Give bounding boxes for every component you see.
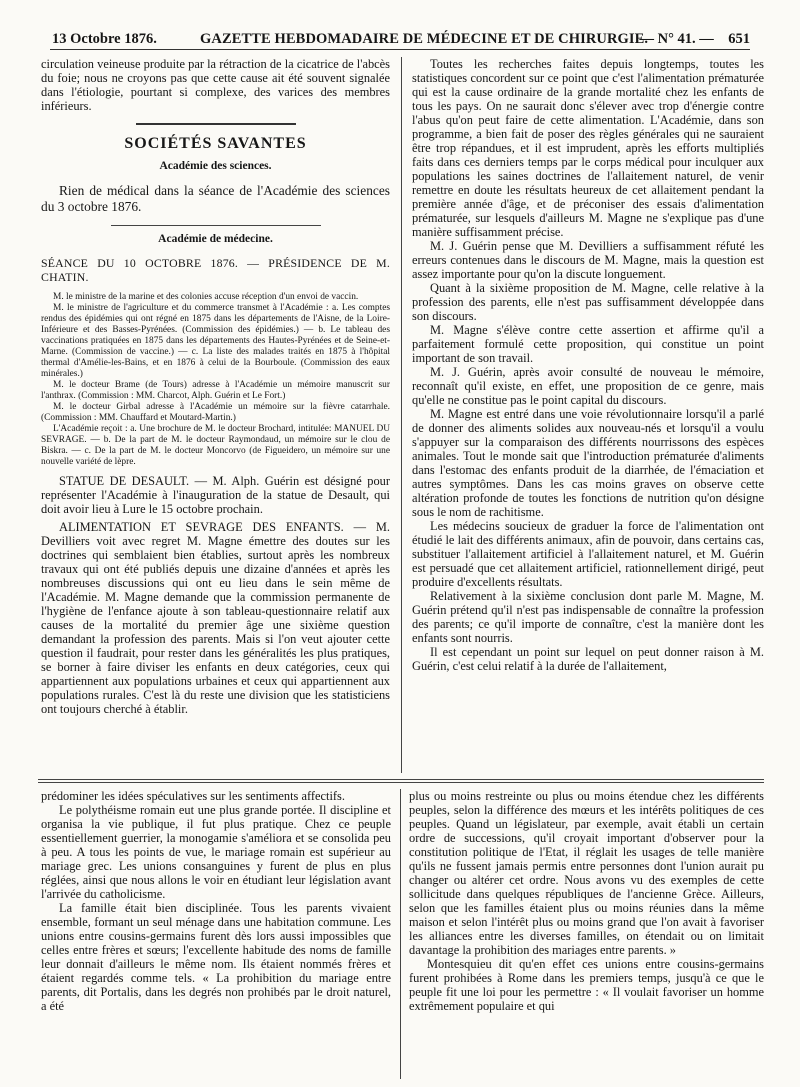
column-rule: [401, 57, 402, 773]
journal-title: GAZETTE HEBDOMADAIRE DE MÉDECINE ET DE CHIRURGIE.: [200, 31, 649, 47]
statue-paragraph: STATUE DE DESAULT. — M. Alph. Guérin est désigné pour représenter l'Académie à l'inauguration de la statue de Desault, qui doit avoir lieu à Lure le 15 octobre prochain.: [41, 474, 390, 516]
paragraph: prédominer les idées spéculatives sur les sentiments affectifs.: [41, 789, 345, 803]
paragraph: plus ou moins restreinte ou plus ou moins étendue chez les différents peuples, selon la différence des mœurs et les intérêts politiques de ces peuples. Quand un législateur, par exemple, avait établi un certain ordre de successions, qu'il croyait important d'observer pour la constitution politique de l'Etat, il réglait les usages de telle manière qu'ils ne fussent jamais permis entre personnes dont l'union aurait pu changer ou altérer cet ordre. Nous avons vu des exemples de cette sollicitude dans quelques républiques de l'ancienne Grèce. Ailleurs, selon que les familles étaient plus ou moins réunies dans la même maison et selon l'intérêt plus ou moins grand que l'on avait à favoriser les alliances entre les diverses familles, on étendait ou on limitait davantage la prohibition des mariages entre parents. »: [409, 789, 764, 957]
paragraph: Les médecins soucieux de graduer la force de l'alimentation ont étudié le lait des différents animaux, afin de pouvoir, dans certains cas, substituer l'allaitement artificiel à l'allaitement naturel, et M. Guérin est persuadé que cet allaitement artificiel, rationnellement dirigé, peut produire d'excellents résultats.: [412, 519, 764, 589]
page-header: [50, 29, 750, 50]
column-bottom-left: [41, 789, 391, 1079]
paragraph: Le polythéisme romain eut une plus grande portée. Il discipline et organisa la vie publique, il fut plus pratique. Chez ce peuple essentiellement guerrier, la monogamie s'améliora et se consolida peu à peu. A tous les points de vue, le mariage romain est supérieur au mariage grec. Les unions consanguines y furent de plus en plus réglées, ainsi que nous allons le voir en étudiant leur législation avant l'arrivée du catholicisme.: [41, 803, 391, 901]
seance-line: SÉANCE DU 10 OCTOBRE 1876. — PRÉSIDENCE DE M. CHATIN.: [41, 256, 390, 284]
section-title: SOCIÉTÉS SAVANTES: [124, 135, 307, 152]
issue-number: — N° 41. —: [639, 31, 714, 47]
paragraph: Montesquieu dit qu'en effet ces unions entre cousins-germains furent prohibées à Rome dans les premiers temps, jusqu'à ce que le peuple fit une loi pour les permettre : « Il voulait favoriser un homme extrêmement populaire et qui: [409, 957, 764, 1013]
section-divider: [136, 123, 296, 125]
feuilleton-rule: [38, 779, 764, 780]
alimentation-paragraph: ALIMENTATION ET SEVRAGE DES ENFANTS. — M. Devilliers voit avec regret M. Magne émettre des doutes sur les doctrines qui semblaient bien établies, surtout après les nombreux travaux qui ont été publiés depuis une dizaine d'années et après les nombreuses discussions qui ont eu lieu dans le sein même de l'Académie. M. Magne demande que la commission permanente de l'hygiène de l'enfance ajoute à son tableau-questionnaire relatif aux causes de la mortalité du premier âge une sixième question demandant la profession des parents. Mais si l'on veut ajouter cette question il faudrait, pour rester dans les généralités les plus pratiques, se borner à faire diviser les enfants en deux catégories, ceux qui appartiennent aux populations urbaines et ceux qui appartiennent aux populations rurales. C'est là du reste une division que les statisticiens ont toujours cherché à établir.: [41, 520, 390, 716]
correspondence-block: [41, 292, 390, 468]
paragraph: M. J. Guérin, après avoir consulté de nouveau le mémoire, reconnaît qu'il existe, en effet, une proposition de ce genre, mais qu'elle ne constitue pas le point capital du discours.: [412, 365, 764, 407]
column-top-right: [412, 57, 764, 773]
column-bottom-right: [409, 789, 764, 1079]
page-number: 651: [728, 31, 750, 47]
correspondence-item: M. le ministre de l'agriculture et du commerce transmet à l'Académie : a. Les comptes rendus des épidémies qui ont régné en 1875 dans les départements de l'Aisne, de la Loire-Inférieure et des Basses-Pyrénées. (Commission des épidémies.) — b. Le tableau des vaccinations pratiquées en 1875 dans les départements des Hautes-Pyrénées et de Seine-et-Marne. (Commission de vaccine.) — c. La liste des malades traités en 1875 à l'hôpital thermal d'Amélie-les-Bains, et en 1876 à celui de la Bourboule. (Commission des eaux minérales.): [41, 303, 390, 379]
paragraph: Toutes les recherches faites depuis longtemps, toutes les statistiques concordent sur ce point que c'est l'alimentation prématurée qui est la cause ordinaire de la grande mortalité chez les enfants de tous les pays. On ne saurait donc s'élever avec trop d'énergie contre l'abus qu'on peut faire de cette alimentation. L'Académie, dans son programme, a bien fait de poser des règles générales qui ne sauraient être trop répandues, et il est imprudent, après les efforts multipliés faits dans ces derniers temps par le corps médical pour inculquer aux populations les saines doctrines de l'allaitement naturel, de venir remettre en doute les résultats heureux de cet allaitement pendant la première année d'âge, et de préconiser des essais d'alimentation prématurée, sur lesquels d'ailleurs M. Magne ne s'explique pas d'une manière suffisamment précise.: [412, 57, 764, 239]
correspondence-item: L'Académie reçoit : a. Une brochure de M. le docteur Brochard, intitulée: MANUEL DU SEVRAGE. — b. De la part de M. le docteur Raymondaud, un mémoire sur le clou de Biskra. — c. De la part de M. le docteur Moncorvo (de Figueidero, un mémoire sur une nouvelle variété de lèpre.: [41, 424, 390, 467]
correspondence-item: M. le docteur Brame (de Tours) adresse à l'Académie un mémoire manuscrit sur l'anthrax. (Commission : MM. Charcot, Alph. Guérin et Le Fort.): [41, 380, 390, 401]
header-issue-page: [639, 29, 750, 49]
paragraph: Quant à la sixième proposition de M. Magne, celle relative à la profession des parents, elle n'est pas suffisamment développée dans son discours.: [412, 281, 764, 323]
sciences-heading: Académie des sciences.: [159, 160, 272, 172]
paragraph: La famille était bien disciplinée. Tous les parents vivaient ensemble, formant un seul ménage dans une habitation commune. Les unions entre cousins-germains furent dès lors aussi impossibles que celles entre frères et sœurs; l'excellente habitude des noms de famille leur donnait d'ailleurs le même nom. Ils étaient nommés frères et étaient regardés comme tels. « La prohibition du mariage entre parents, dit Portalis, dans les degrés non prohibés par le droit naturel, a été: [41, 901, 391, 1013]
column-top-left: [41, 57, 390, 773]
feuilleton-rule-2: [38, 782, 764, 783]
paragraph: M. Magne s'élève contre cette assertion et affirme qu'il a parfaitement formulé cette proposition, qui constitue un point important de son travail.: [412, 323, 764, 365]
column-rule-bottom: [400, 789, 401, 1079]
paragraph: M. J. Guérin pense que M. Devilliers a suffisamment réfuté les erreurs contenues dans le discours de M. Magne, mais la question est assez importante pour qu'on la discute longuement.: [412, 239, 764, 281]
medecine-heading: Académie de médecine.: [158, 233, 273, 245]
correspondence-item: M. le docteur Girbal adresse à l'Académie un mémoire sur la fièvre catarrhale. (Commission : MM. Chauffard et Moutard-Martin.): [41, 402, 390, 423]
paragraph: M. Magne est entré dans une voie révolutionnaire lorsqu'il a parlé de donner des aliments solides aux nouveau-nés et lorsqu'il a voulu s'appuyer sur la comparaison des différents nourrissons des espèces animales. Tout le monde sait que l'introduction prématurée d'aliments dans l'estomac des enfants produit de la diarrhée, de l'émaciation et autres symptômes. Dans les cas moins graves on observe cette altération profonde de toutes les fonctions de nutrition qu'on désigne sous le nom de rachitisme.: [412, 407, 764, 519]
correspondence-item: M. le ministre de la marine et des colonies accuse réception d'un envoi de vaccin.: [53, 292, 359, 302]
sciences-paragraph: Rien de médical dans la séance de l'Académie des sciences du 3 octobre 1876.: [41, 183, 390, 214]
subsection-divider: [111, 225, 321, 226]
header-date: 13 Octobre 1876.: [52, 31, 157, 47]
paragraph: Il est cependant un point sur lequel on peut donner raison à M. Guérin, c'est celui relatif à la durée de l'allaitement,: [412, 645, 764, 673]
paragraph: Relativement à la sixième conclusion dont parle M. Magne, M. Guérin prétend qu'il n'est pas indispensable de connaître la profession des parents; ce qu'il importe de connaître, c'est la manière dont les enfants sont nourris.: [412, 589, 764, 645]
intro-paragraph: circulation veineuse produite par la rétraction de la cicatrice de l'abcès du foie; nous ne croyons pas que cette cause ait été souvent signalée dans l'étiologie, pourtant si complexe, des varices des membres inférieurs.: [41, 57, 390, 113]
